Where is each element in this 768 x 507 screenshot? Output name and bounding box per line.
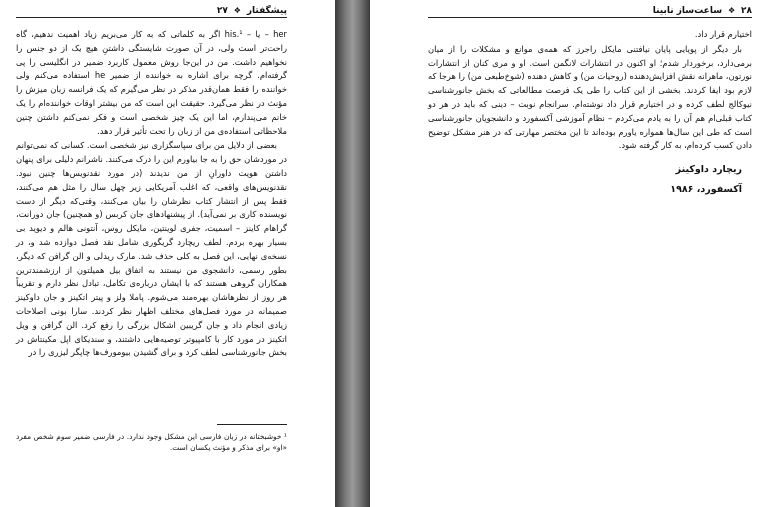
book-gutter bbox=[335, 0, 370, 507]
right-page bbox=[370, 0, 768, 507]
page-body bbox=[16, 28, 287, 361]
page-header bbox=[428, 4, 752, 18]
left-page bbox=[0, 0, 335, 507]
paragraph: بعضی از دلایل من برای سپاسگزاری نیز شخصی است. کسانی که نمی‌توانم در موردشان حق را به جا بیاورم این را درک می‌کنند. ناشرانم دلیلی برای پنهان داشتن هویت داورانِ از من ندیدند (در مورد نقدنویس‌ها چنین نبود. نقدنویس‌های واقعی، که اغلب آمریکایی زیر چهل سال را مثل هم می‌کنند، فقط پس از انتشار کتاب نظرشان را بیان می‌کنند، وقتی‌که دیگر از دست نویسنده کاری بر نمی‌آید). از پیشنهادهای جان کربس (و همچنین) جان دورانت، گراهام کاینز – اسمیت، جفری لوینتین، مایکل روس، آنتونی هالم و دیوید بی بسیار بهره بردم. لطف ریچارد گریگوری شامل نقد فصل دوازده شد و، در نسخه‌ی نهایی، این فصل به کلی حذف شد. مارک ریدلی و الن گرافن که دیگر، بطور رسمی، دانشجوی من نیستند به اتفاق بیل همیلتون از ارزشمندترین همکاران گروهی هستند که با ایشان درباره‌ی تکامل، تبادل نظر دارم و تقریباً هر روز از نظرهاشان بهره‌مند می‌شوم. پاملا ولز و پیتر اتکینز و جان داوکینز صمیمانه در مورد فصل‌های مختلف اظهار نظر کردند. سارا بونی اصلاحات زیادی انجام داد و جان گریبین اشکال بزرگی را رفع کرد. الن گرافن و ویل اتکینز در مورد کار با کامپیوتر توصیه‌هایی داشتند، و سندیکای اپل مکینتاش در بخش جانورشناسی لطف کرد و برای گشیدن بیومورف‌ها چاپگر لیزری را در bbox=[16, 140, 287, 358]
star-ornament-icon: ❖ bbox=[727, 5, 736, 15]
page-number: ۲۷ bbox=[216, 5, 228, 16]
footnote: ¹ خوشبختانه در زبان فارسی این مشکل وجود ندارد. در فارسی ضمیر سوم شخص مفرد «او» برای مذکر و مؤنث یکسان است. bbox=[16, 432, 287, 452]
paragraph: اختیارم قرار داد. bbox=[694, 29, 752, 39]
paragraph: her – یا – his.¹ اگر به کلماتی که به کار می‌بریم زیاد اهمیت ندهیم، گاه راحت‌تر است ولی، در آن صورت شایستگی داشتنِ هیچ یک از دو جنس را نخواهیم داشت. من در این‌جا روش معمول کاربرد ضمیر در انگلیسی را پی گرفته‌ام. گرچه برای اشاره به خواننده از ضمیر he استفاده می‌کنم ولی خواننده را فقط همان‌قدر مذکر در نظر می‌گیرم که یک فرانسه زبان میزش را مؤنث در نظر می‌گیرد. حقیقت این است که من بیشتر اوقات خواننده‌ام را یک خانم می‌پندارم، اما این یک چیز شخصی است و فکر نمی‌کنم داشتن چنین ملاحظاتی استفاده‌ی من از زبان را تحت تأثیر قرار دهد. bbox=[16, 29, 287, 136]
page-body bbox=[428, 28, 752, 199]
signature-name: ریچارد داوکینز bbox=[675, 164, 742, 176]
footnote-divider bbox=[217, 424, 287, 425]
page-number: ۲۸ bbox=[741, 5, 752, 16]
page-header bbox=[16, 4, 287, 18]
paragraph: بار دیگر از پویایی پایان نیافتنی مایکل راجرز که همه‌ی موانع و مشکلات را از میان برمی‌دارد، برخوردار شدم؛ او اکنون در انتشارات لانگمن است. او و مری کنان از انتشارات نورتون، ماهرانه نقش افزایش‌دهنده (روحیات من) و کاهش دهنده (شوخ‌طبعی من) را هرجا که لازم بود ایفا کردند. بخشی از این کتاب را طی یک فرصت مطالعاتی که بخش جانورشناسی نیوکالج لطف کرده و در اختیارم قرار داد نوشته‌ام. سرانجام نوبت – دینی که باید در هر دو کتاب قبلی‌ام هم آن را به یادم می‌کردم – نظام آموزشی آکسفورد و دانشجویان جانورشناسی است که طی این سال‌ها همواره یاورم بوده‌اند تا این مختصر مهارتی که در هنر مشکل توضیح دادن کسب کرده‌ام، به کار گرفته شود. bbox=[428, 43, 752, 151]
signature-place-year: آکسفورد، ۱۹۸۶ bbox=[670, 184, 742, 196]
running-title: پیشگفتار ❖ ۲۷ bbox=[216, 5, 287, 16]
running-title: ۲۸ ❖ ساعت‌ساز نابینا bbox=[652, 5, 752, 16]
star-ornament-icon: ❖ bbox=[233, 5, 241, 15]
